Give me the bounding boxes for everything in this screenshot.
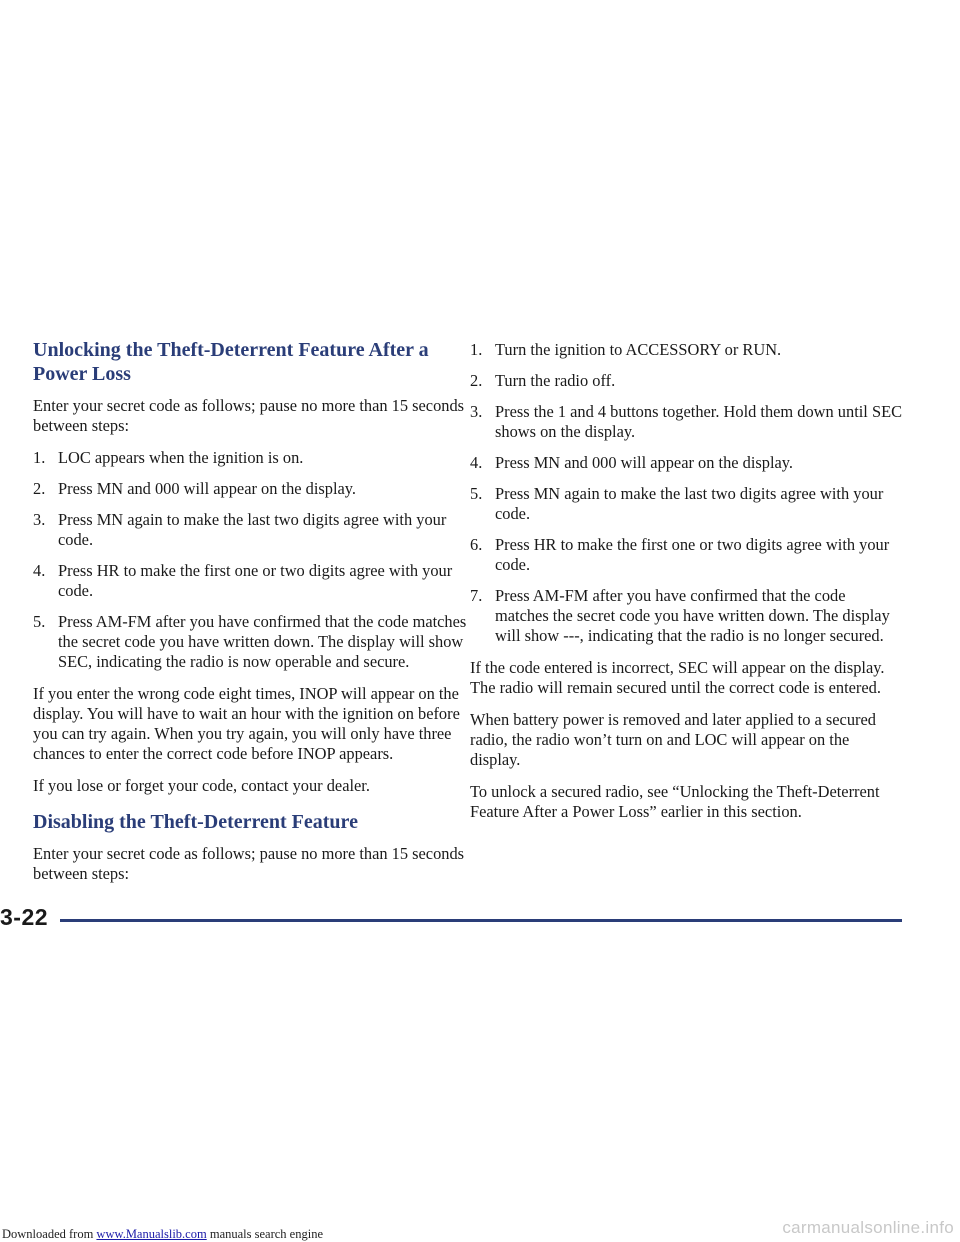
step-text: Turn the radio off. (495, 371, 616, 390)
unlock-reference-paragraph: To unlock a secured radio, see “Unlocking the Theft-Deterrent Feature After a Power Loss” earlier in this section. (470, 782, 880, 821)
list-item (33, 561, 469, 601)
step-number: 3. (470, 402, 483, 421)
step-text: Turn the ignition to ACCESSORY or RUN. (495, 340, 782, 359)
wrong-code-paragraph: If you enter the wrong code eight times, INOP will appear on the display. You will have to wait an hour with the ignition on before you can try again. When you try again, you will only have three chances to enter the correct code before INOP appears. (33, 684, 460, 763)
footer-rule (60, 919, 902, 922)
step-text: Press HR to make the first one or two digits agree with your code. (58, 561, 453, 600)
intro-paragraph: Enter your secret code as follows; pause no more than 15 seconds between steps: (33, 396, 465, 435)
site-watermark: carmanualsonline.info (782, 1218, 954, 1237)
unlock-steps-list (33, 448, 469, 672)
step-text: Press MN again to make the last two digits agree with your code. (495, 484, 884, 523)
list-item (33, 612, 469, 672)
step-number: 5. (33, 612, 46, 631)
section-heading-disabling: Disabling the Theft-Deterrent Feature (33, 811, 358, 833)
step-number: 7. (470, 586, 483, 605)
list-item (470, 535, 902, 575)
intro-paragraph: Enter your secret code as follows; pause no more than 15 seconds between steps: (33, 844, 465, 883)
step-text: Press HR to make the first one or two digits agree with your code. (495, 535, 890, 574)
manualslib-link[interactable]: www.Manualslib.com (96, 1227, 207, 1241)
list-item (33, 510, 469, 550)
section-heading-unlocking: Unlocking the Theft-Deterrent Feature After a Power Loss (33, 339, 429, 385)
step-text: Press AM-FM after you have confirmed that the code matches the secret code you have written down. The display will show ---, indicating that the radio is no longer secured. (495, 586, 890, 645)
battery-paragraph: When battery power is removed and later applied to a secured radio, the radio won’t turn on and LOC will appear on the display. (470, 710, 876, 769)
step-number: 3. (33, 510, 46, 529)
right-column (470, 340, 902, 834)
step-text: Press AM-FM after you have confirmed that the code matches the secret code you have written down. The display will show SEC, indicating the radio is now operable and secure. (58, 612, 467, 671)
step-number: 1. (470, 340, 483, 359)
step-text: Press MN and 000 will appear on the display. (495, 453, 794, 472)
list-item (470, 402, 902, 442)
list-item (470, 340, 902, 360)
list-item (33, 448, 469, 468)
step-text: Press the 1 and 4 buttons together. Hold them down until SEC shows on the display. (495, 402, 903, 441)
banner-prefix: Downloaded from (2, 1227, 97, 1241)
incorrect-code-paragraph: If the code entered is incorrect, SEC will appear on the display. The radio will remain secured until the correct code is entered. (470, 658, 885, 697)
banner-suffix: manuals search engine (206, 1227, 323, 1241)
step-number: 2. (470, 371, 483, 390)
step-text: LOC appears when the ignition is on. (58, 448, 304, 467)
step-number: 1. (33, 448, 46, 467)
list-item (470, 453, 902, 473)
step-number: 2. (33, 479, 46, 498)
step-text: Press MN again to make the last two digits agree with your code. (58, 510, 447, 549)
list-item (470, 586, 902, 646)
disable-steps-list (470, 340, 902, 646)
list-item (470, 484, 902, 524)
list-item (33, 479, 469, 499)
step-text: Press MN and 000 will appear on the display. (58, 479, 357, 498)
download-banner (2, 1227, 323, 1242)
left-column (33, 338, 469, 896)
list-item (470, 371, 902, 391)
lost-code-paragraph: If you lose or forget your code, contact your dealer. (33, 776, 370, 795)
step-number: 4. (33, 561, 46, 580)
page-number: 3-22 (0, 904, 49, 930)
step-number: 6. (470, 535, 483, 554)
step-number: 5. (470, 484, 483, 503)
step-number: 4. (470, 453, 483, 472)
